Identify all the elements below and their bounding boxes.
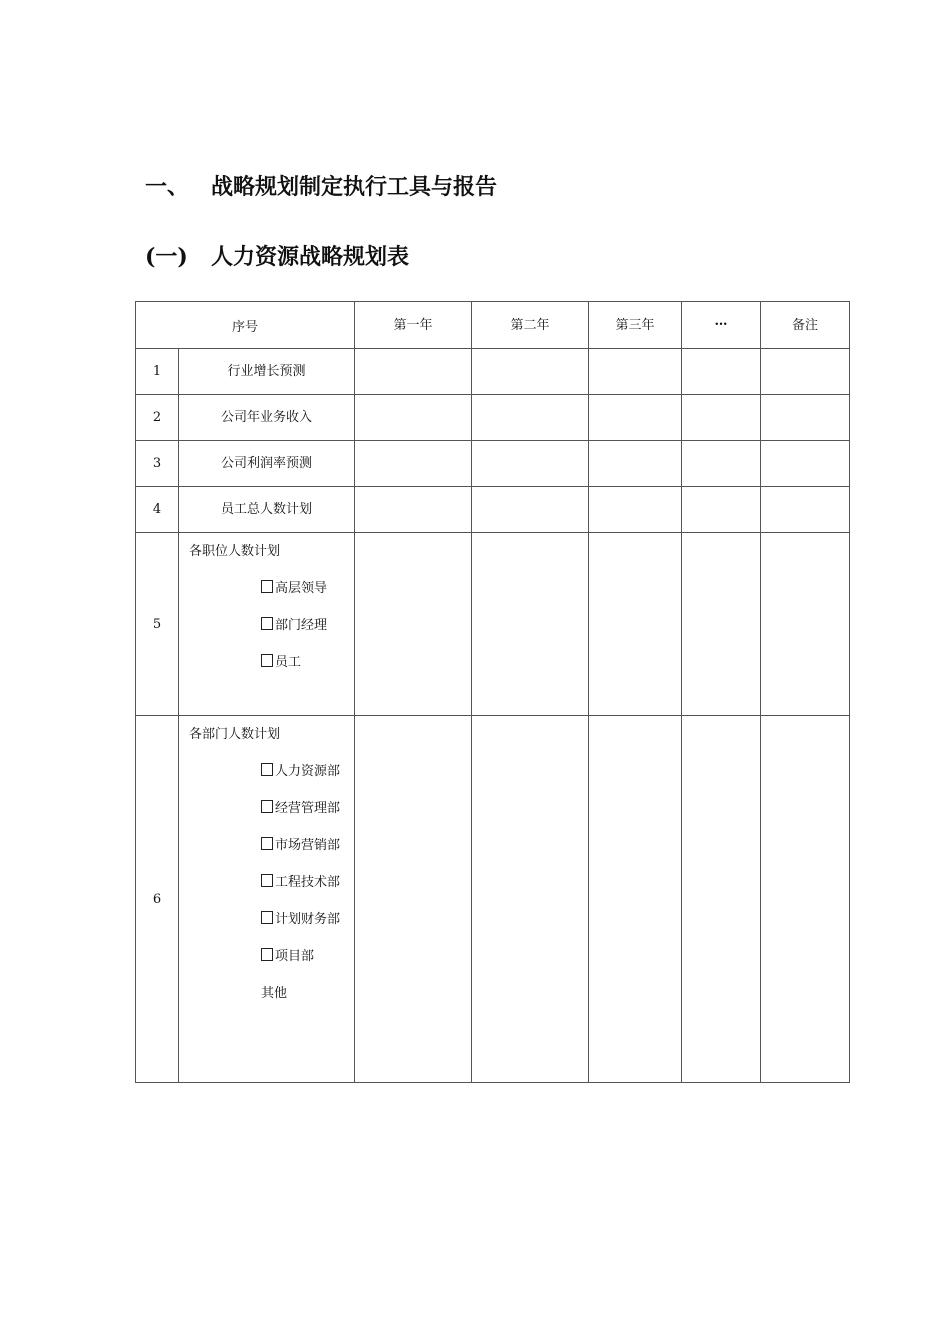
hr-strategy-table: [135, 301, 850, 1083]
table-header-row: [136, 302, 850, 349]
cell-more[interactable]: [682, 395, 761, 441]
row-number: 6: [136, 716, 179, 1083]
cell-year-1[interactable]: [355, 533, 472, 716]
row-number: 5: [136, 533, 179, 716]
cell-remarks[interactable]: [761, 349, 850, 395]
header-seq: 序号: [136, 302, 355, 349]
table-row: [136, 395, 850, 441]
cell-year-2[interactable]: [472, 533, 589, 716]
row-item: 员工总人数计划: [179, 487, 355, 533]
option-label: 人力资源部: [275, 764, 341, 779]
checkbox-option[interactable]: [261, 948, 354, 966]
section-title: 战略规划制定执行工具与报告: [211, 174, 498, 200]
cell-remarks[interactable]: [761, 395, 850, 441]
cell-more[interactable]: [682, 487, 761, 533]
option-label: 部门经理: [275, 618, 328, 633]
cell-year-3[interactable]: [589, 349, 682, 395]
row-item: 行业增长预测: [179, 349, 355, 395]
department-plan-title: 各部门人数计划: [189, 727, 281, 742]
cell-remarks[interactable]: [761, 441, 850, 487]
section-number: 一、: [145, 174, 190, 200]
checkbox-option[interactable]: [261, 874, 354, 892]
row-number: 3: [136, 441, 179, 487]
option-label: 员工: [275, 655, 302, 670]
other-label: 其他: [261, 986, 288, 1001]
checkbox-icon[interactable]: [261, 580, 273, 593]
checkbox-icon[interactable]: [261, 763, 273, 776]
checkbox-icon[interactable]: [261, 874, 273, 887]
cell-year-2[interactable]: [472, 441, 589, 487]
option-label: 计划财务部: [275, 912, 341, 927]
cell-more[interactable]: [682, 441, 761, 487]
checkbox-option[interactable]: [261, 800, 354, 818]
cell-year-3[interactable]: [589, 487, 682, 533]
position-plan-cell: [179, 533, 355, 716]
row-item: 公司年业务收入: [179, 395, 355, 441]
section-heading: [145, 170, 497, 201]
cell-remarks[interactable]: [761, 487, 850, 533]
position-plan-title: 各职位人数计划: [189, 544, 281, 559]
cell-year-3[interactable]: [589, 395, 682, 441]
table-row: [136, 487, 850, 533]
checkbox-option[interactable]: [261, 911, 354, 929]
cell-year-3[interactable]: [589, 533, 682, 716]
checkbox-icon[interactable]: [261, 911, 273, 924]
cell-year-1[interactable]: [355, 716, 472, 1083]
header-year-1: 第一年: [355, 302, 472, 349]
header-year-3: 第三年: [589, 302, 682, 349]
cell-year-1[interactable]: [355, 487, 472, 533]
row-number: 2: [136, 395, 179, 441]
cell-more[interactable]: [682, 349, 761, 395]
row-number: 1: [136, 349, 179, 395]
cell-year-2[interactable]: [472, 716, 589, 1083]
table-row: [136, 441, 850, 487]
cell-year-2[interactable]: [472, 395, 589, 441]
table-row: [136, 533, 850, 716]
checkbox-option[interactable]: [261, 654, 354, 672]
checkbox-option[interactable]: [261, 617, 354, 635]
checkbox-icon[interactable]: [261, 617, 273, 630]
header-year-2: 第二年: [472, 302, 589, 349]
checkbox-icon[interactable]: [261, 800, 273, 813]
header-remarks: 备注: [761, 302, 850, 349]
cell-year-2[interactable]: [472, 349, 589, 395]
other-option: [261, 985, 354, 1003]
row-number: 4: [136, 487, 179, 533]
cell-more[interactable]: [682, 533, 761, 716]
option-label: 项目部: [275, 949, 315, 964]
cell-remarks[interactable]: [761, 716, 850, 1083]
option-label: 市场营销部: [275, 838, 341, 853]
cell-year-3[interactable]: [589, 716, 682, 1083]
checkbox-icon[interactable]: [261, 654, 273, 667]
subsection-number: (一): [145, 244, 188, 270]
table-row: [136, 716, 850, 1083]
option-label: 工程技术部: [275, 875, 341, 890]
table-row: [136, 349, 850, 395]
checkbox-option[interactable]: [261, 580, 354, 598]
cell-year-1[interactable]: [355, 441, 472, 487]
cell-year-1[interactable]: [355, 395, 472, 441]
row-item: 公司利润率预测: [179, 441, 355, 487]
option-label: 高层领导: [275, 581, 328, 596]
checkbox-option[interactable]: [261, 763, 354, 781]
cell-more[interactable]: [682, 716, 761, 1083]
checkbox-icon[interactable]: [261, 948, 273, 961]
cell-year-2[interactable]: [472, 487, 589, 533]
cell-year-1[interactable]: [355, 349, 472, 395]
checkbox-option[interactable]: [261, 837, 354, 855]
department-plan-cell: [179, 716, 355, 1083]
subsection-heading: [145, 240, 409, 271]
header-ellipsis: …: [682, 302, 761, 349]
subsection-title: 人力资源战略规划表: [211, 244, 410, 270]
cell-year-3[interactable]: [589, 441, 682, 487]
checkbox-icon[interactable]: [261, 837, 273, 850]
option-label: 经营管理部: [275, 801, 341, 816]
cell-remarks[interactable]: [761, 533, 850, 716]
